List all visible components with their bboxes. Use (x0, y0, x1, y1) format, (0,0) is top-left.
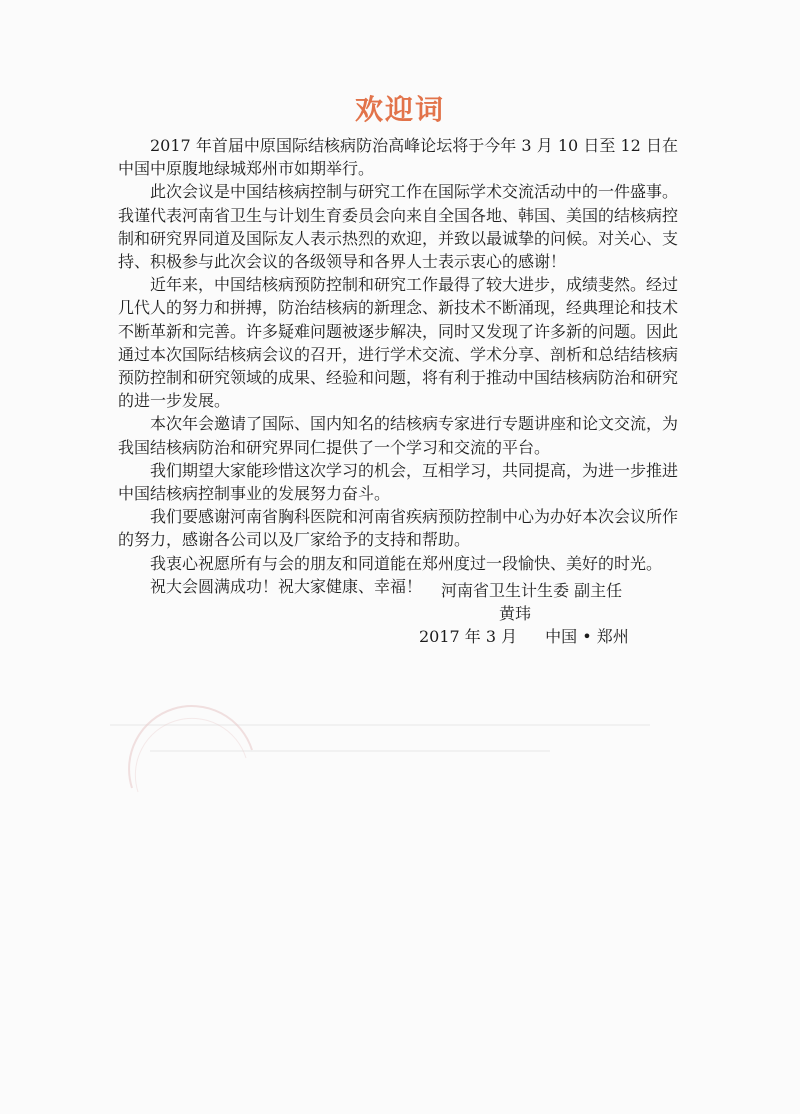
document-title: 欢迎词 (354, 93, 445, 126)
paragraph-2: 此次会议是中国结核病控制与研究工作在国际学术交流活动中的一件盛事。我谨代表河南省卫生与计划生育委员会向来自全国各地、韩国、美国的结核病控制和研究界同道及国际友人表示热烈的欢迎，并致以最诚挚的问候。对关心、支持、积极参与此次会议的各级领导和各界人士表示衷心的感谢！ (118, 182, 679, 272)
paragraph-4: 本次年会邀请了国际、国内知名的结核病专家进行专题讲座和论文交流，为我国结核病防治和研究界同仁提供了一个学习和交流的平台。 (118, 414, 679, 457)
signature-date-line (395, 625, 695, 648)
paragraph-5: 我们期望大家能珍惜这次学习的机会，互相学习，共同提高，为进一步推进中国结核病控制事业的发展努力奋斗。 (118, 460, 679, 504)
paragraph-3: 近年来，中国结核病预防控制和研究工作最得了较大进步，成绩斐然。经过几代人的努力和拼搏，防治结核病的新理念、新技术不断涌现，经典理论和技术不断革新和完善。许多疑难问题被逐步解决，同时又发现了许多新的问题。因此通过本次国际结核病会议的召开，进行学术交流、学术分享、剖析和总结结核病预防控制和研究领域的成果、经验和问题，将有利于推动中国结核病防治和研究的进一步发展。 (118, 275, 679, 411)
signature-block (395, 579, 695, 649)
letter-body (118, 134, 678, 598)
signature-place: 中国 • 郑州 (545, 627, 629, 647)
signature-organization: 河南省卫生计生委 副主任 (441, 581, 623, 600)
signature-name: 黄玮 (499, 604, 532, 624)
paragraph-7: 我衷心祝愿所有与会的朋友和同道能在郑州度过一段愉快、美好的时光。 (150, 553, 663, 573)
paragraph-1: 2017 年首届中原国际结核病防治高峰论坛将于今年 3 月 10 日至 12 日在中国中原腹地绿城郑州市如期举行。 (118, 136, 678, 179)
paragraph-8: 祝大会圆满成功！祝大家健康、幸福！ (150, 576, 423, 596)
signature-date: 2017 年 3 月 (419, 627, 518, 647)
paragraph-6: 我们要感谢河南省胸科医院和河南省疾病预防控制中心为办好本次会议所作的努力，感谢各公司以及厂家给予的支持和帮助。 (118, 507, 679, 550)
faint-seal-stamp (118, 688, 268, 798)
